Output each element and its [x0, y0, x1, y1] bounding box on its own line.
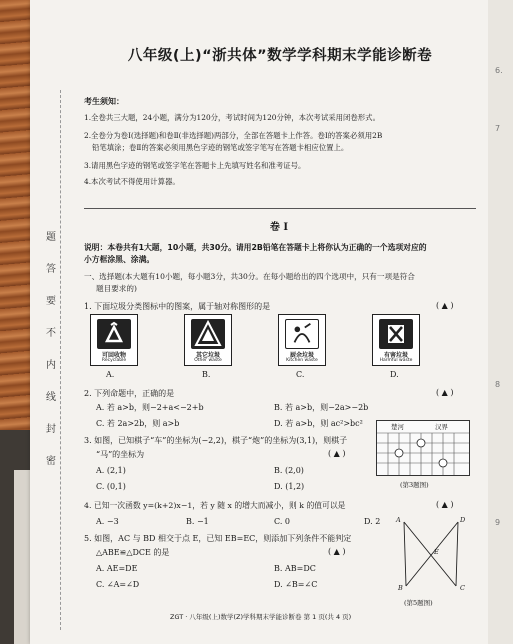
chess-board-figure — [376, 420, 470, 476]
bin-label: 其它垃圾 — [195, 352, 220, 359]
option-a: A. −3 — [96, 517, 119, 526]
point-label: C — [460, 584, 465, 592]
option-a: A. AE=DE — [96, 564, 138, 573]
figure-caption: (第5题图) — [404, 599, 433, 607]
notice-line: 4.本次考试不得使用计算器。 — [84, 177, 180, 186]
next-page-edge — [488, 0, 513, 644]
option-c: C. 0 — [274, 517, 291, 526]
option-b: B. −1 — [186, 517, 209, 526]
answer-paren: ( ▲ ) — [328, 449, 346, 458]
answer-paren: ( ▲ ) — [436, 301, 454, 310]
instruction-line: 说明：本卷共有1大题，10小题，共30分。请用2B铅笔在答题卡上将你认为正确的一个选项对应的 — [84, 243, 427, 252]
option-letter: B. — [202, 370, 211, 379]
binding-char: 封 — [46, 424, 56, 435]
bin-sublabel: Other waste — [194, 358, 222, 363]
binding-notice — [44, 110, 60, 630]
option-letter: C. — [296, 370, 305, 379]
kitchen-waste-bin-icon — [278, 314, 326, 366]
option-a: A. 若 a>b，则−2+a<−2+b — [96, 403, 204, 412]
point-label: B — [398, 584, 403, 592]
notice-line: 2.全卷分为卷Ⅰ(选择题)和卷Ⅱ(非选择题)两部分，全部在答题卡上作答。卷Ⅰ的答案必须用2B — [84, 131, 383, 140]
option-b: B. (2,0) — [274, 466, 304, 475]
instruction-line: 小方框涂黑、涂满。 — [84, 255, 155, 264]
next-page-number: 8 — [495, 380, 501, 389]
harmful-waste-bin-icon — [372, 314, 420, 366]
bin-sublabel: Harmful waste — [379, 358, 413, 363]
bin-label: 有害垃圾 — [383, 352, 408, 359]
option-a: A. (2,1) — [96, 466, 126, 475]
option-d: D. (1,2) — [274, 482, 305, 491]
answer-paren: ( ▲ ) — [328, 547, 346, 556]
page-title: 八年级(上)“浙共体”数学学科期末学能诊断卷 — [127, 48, 433, 64]
question-3: 3. 如图，已知棋子“车”的坐标为(−2,2)，棋子“炮”的坐标为(3,1)，则棋子 — [84, 436, 348, 445]
question-5: 5. 如图，AC 与 BD 相交于点 E，已知 EB=EC，则添加下列条件不能判定 — [84, 534, 352, 543]
board-river-right: 汉界 — [435, 423, 448, 431]
notice-heading: 考生须知： — [84, 97, 124, 106]
recyclable-bin-icon — [90, 314, 138, 366]
option-c: C. 若 2a>2b，则 a>b — [96, 419, 180, 428]
binding-char: 要 — [46, 296, 56, 307]
question-3-cont: “马”的坐标为 — [96, 450, 145, 459]
bin-label: 可回收物 — [101, 352, 126, 359]
notice-line: 1.全卷共三大题，24小题，满分为120分，考试时间为120分钟，本次考试采用闭卷形式。 — [84, 113, 380, 122]
binding-char: 题 — [46, 232, 56, 243]
notice-line: 铅笔填涂；卷Ⅱ的答案必须用黑色字迹的钢笔或签字笔写在答题卡相应位置上。 — [92, 143, 349, 152]
option-letter: A. — [106, 370, 115, 379]
option-d: D. ∠B=∠C — [274, 580, 318, 589]
section-heading: 题目要求的) — [96, 284, 137, 293]
section-heading: 一、选择题(本大题有10小题，每小题3分，共30分。在每小题给出的四个选项中，只有一项是符合 — [84, 272, 415, 281]
option-letter: D. — [390, 370, 399, 379]
option-d: D. 若 a>b，则 ac²>bc² — [274, 419, 363, 428]
answer-paren: ( ▲ ) — [436, 500, 454, 509]
question-2: 2. 下列命题中，正确的是 — [84, 389, 175, 398]
option-c: C. (0,1) — [96, 482, 126, 491]
binding-line — [60, 90, 61, 630]
binding-char: 密 — [46, 456, 56, 467]
point-label: A — [396, 516, 401, 524]
answer-paren: ( ▲ ) — [436, 388, 454, 397]
question-4: 4. 已知一次函数 y=(k+2)x−1，若 y 随 x 的增大而减小，则 k 的值可以是 — [84, 501, 346, 510]
option-d: D. 2 — [364, 517, 381, 526]
notice-line: 3.请用黑色字迹的钢笔或签字笔在答题卡上先填写姓名和准考证号。 — [84, 161, 306, 170]
bin-label: 厨余垃圾 — [289, 352, 314, 359]
page-footer: ZGT · 八年级(上)数学(Z)学科期末学能诊断卷 第 1 页(共 4 页) — [170, 613, 352, 621]
figure-caption: (第3题图) — [400, 481, 429, 489]
next-page-number: 9 — [495, 518, 501, 527]
binding-char: 内 — [46, 360, 56, 371]
point-label: D — [460, 516, 466, 524]
next-page-number: 7 — [495, 124, 501, 133]
question-1: 1. 下面垃圾分类图标中的图案，属于轴对称图形的是 — [84, 302, 271, 311]
volume-title: 卷 Ⅰ — [269, 222, 289, 233]
point-label: E — [434, 548, 439, 556]
option-b: B. 若 a>b，则−2a>−2b — [274, 403, 369, 412]
divider — [84, 208, 476, 209]
other-waste-bin-icon — [184, 314, 232, 366]
board-river-left: 楚河 — [391, 423, 404, 431]
question-5-cont: △ABE≌△DCE 的是 — [96, 548, 170, 557]
bin-sublabel: Kitchen waste — [286, 358, 318, 363]
binding-char: 线 — [46, 392, 56, 403]
option-b: B. AB=DC — [274, 564, 316, 573]
option-c: C. ∠A=∠D — [96, 580, 140, 589]
bin-sublabel: Recyclable — [101, 358, 127, 363]
binding-char: 答 — [46, 264, 56, 275]
triangle-figure — [394, 516, 470, 594]
binding-char: 不 — [46, 328, 56, 339]
next-page-number: 6. — [495, 66, 503, 75]
